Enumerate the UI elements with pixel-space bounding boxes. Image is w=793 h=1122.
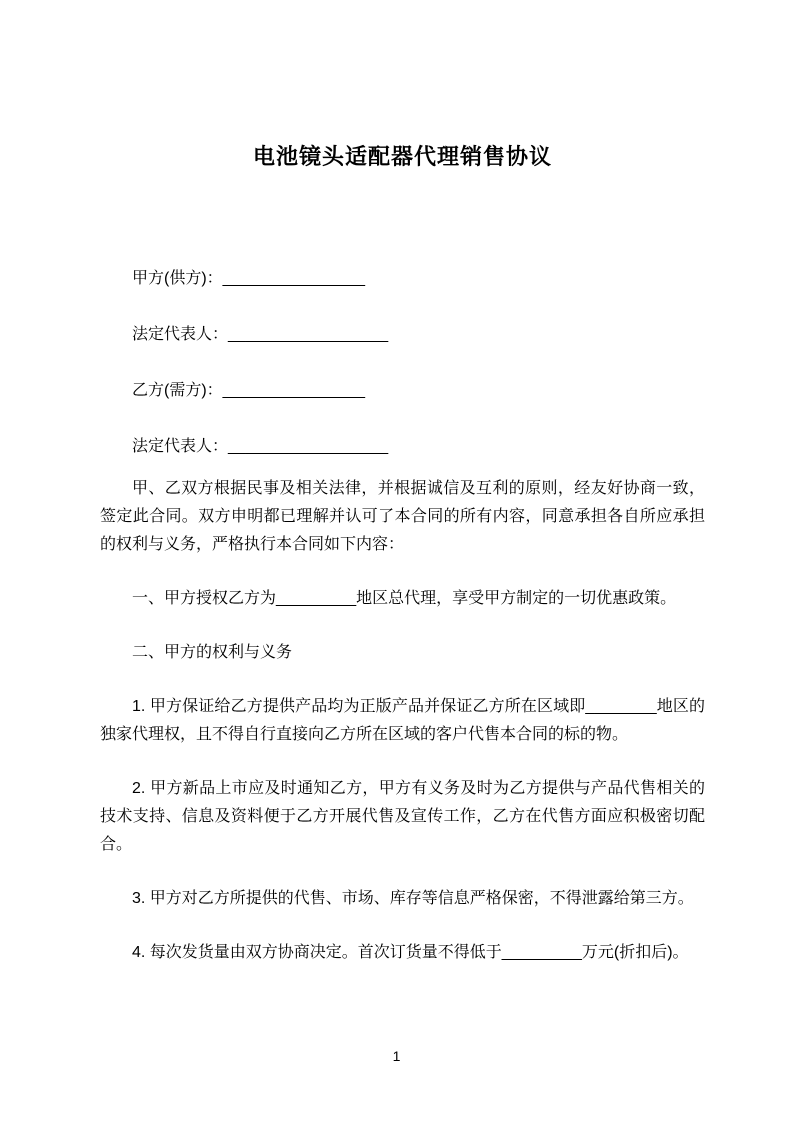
field-row-party-b (100, 377, 705, 405)
clause-item-4: 4. 每次发货量由双方协商决定。首次订货量不得低于_________万元(折扣后)。 (132, 944, 689, 961)
field-blank-legal-rep-a: __________________ (228, 326, 389, 343)
field-label-party-b: 乙方(需方)： (132, 382, 223, 399)
preamble-paragraph: 甲、乙双方根据民事及相关法律，并根据诚信及互利的原则，经友好协商一致，签定此合同。双方申明都已理解并认可了本合同的所有内容，同意承担各自所应承担的权利与义务，严格执行本合同如下内容： (100, 480, 705, 553)
page-title: 电池镜头适配器代理销售协议 (252, 144, 552, 169)
clause-item-1: 1. 甲方保证给乙方提供产品均为正版产品并保证乙方所在区域即________地区的独家代理权，且不得自行直接向乙方所在区域的客户代售本合同的标的物。 (100, 698, 705, 743)
field-row-legal-rep-b (100, 433, 705, 461)
field-blank-legal-rep-b: __________________ (228, 438, 389, 455)
page-number: 1 (392, 1048, 401, 1064)
clause-item-2: 2. 甲方新品上市应及时通知乙方，甲方有义务及时为乙方提供与产品代售相关的技术支持、信息及资料便于乙方开展代售及宣传工作，乙方在代售方面应积极密切配合。 (100, 780, 705, 853)
field-row-party-a (100, 265, 705, 293)
clause-section-2-heading: 二、甲方的权利与义务 (132, 644, 293, 661)
field-label-party-a: 甲方(供方)： (132, 270, 223, 287)
field-blank-party-b: ________________ (222, 382, 366, 399)
clause-section-1-authorization: 一、甲方授权乙方为_________地区总代理，享受甲方制定的一切优惠政策。 (132, 590, 677, 607)
field-label-legal-rep-b: 法定代表人： (132, 438, 229, 455)
clause-item-3: 3. 甲方对乙方所提供的代售、市场、库存等信息严格保密，不得泄露给第三方。 (132, 890, 694, 907)
field-blank-party-a: ________________ (222, 270, 366, 287)
field-row-legal-rep-a (100, 321, 705, 349)
field-label-legal-rep-a: 法定代表人： (132, 326, 229, 343)
